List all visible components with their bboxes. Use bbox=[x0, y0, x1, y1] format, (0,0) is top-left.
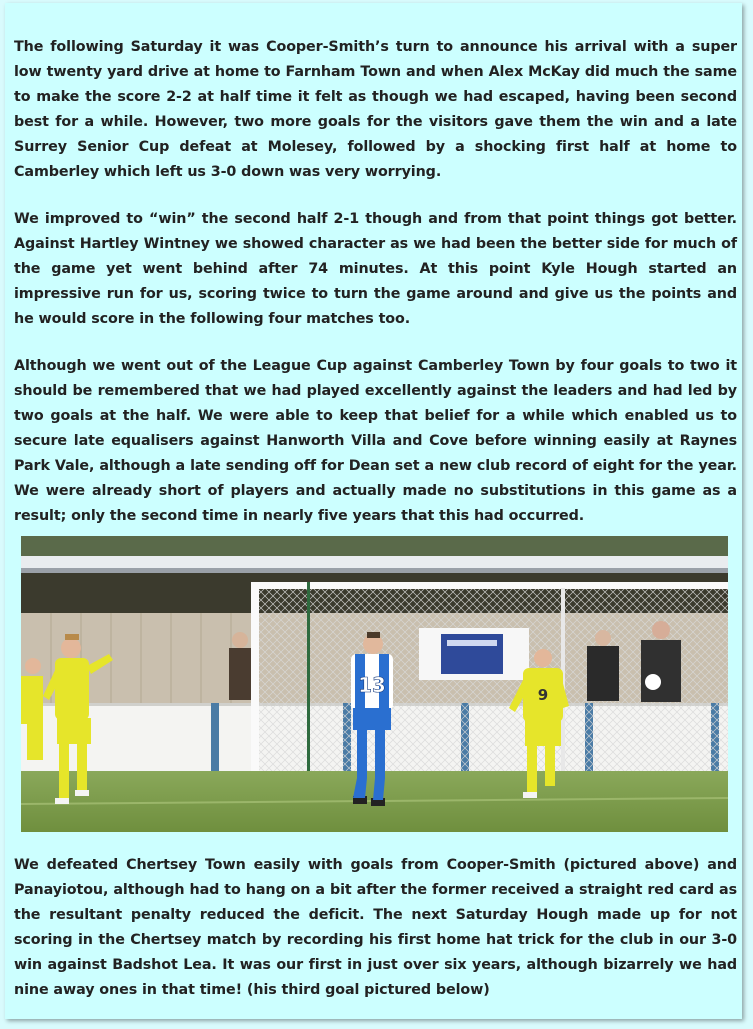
paragraph-4: We defeated Chertsey Town easily with goals from Cooper-Smith (pictured above) and Panayiotou, although had to hang on a bit after the former received a straight red card as the resultant penalty reduced the deficit. The next Saturday Hough made up for not scoring in the Chertsey match by recording his first home hat trick for the club in our 3-0 win against Badshot Lea. It was our first in just over six years, although bizarrely we had nine away ones in that time! (his third goal pictured below) bbox=[14, 857, 737, 998]
goal-post bbox=[251, 582, 259, 772]
paragraph-2: We improved to “win” the second half 2-1 though and from that point things got better. Against Hartley Wintney we showed character as we had been the better side for much of the game yet went behind after 74 minutes. At this point Kyle Hough started an impressive run for us, scoring twice to turn the game around and give us the points and he would score in the following four matches too. bbox=[14, 211, 737, 327]
shirt-number-13: 13 bbox=[358, 673, 386, 697]
stand-roof bbox=[21, 556, 728, 570]
paragraph-1: The following Saturday it was Cooper-Smith’s turn to announce his arrival with a super low twenty yard drive at home to Farnham Town and when Alex McKay did much the same to make the score 2-2 at half time it felt as though we had escaped, having been second best for a while. However, two more goals for the visitors gave them the win and a late Surrey Senior Cup defeat at Molesey, followed by a shocking first half at home to Camberley which left us 3-0 down was very worrying. bbox=[14, 39, 737, 180]
paragraph-3: Although we went out of the League Cup against Camberley Town by four goals to two it should be remembered that we had played excellently against the leaders and had led by two goals at the half. We were able to keep that belief for a while which enabled us to secure late equalisers against Hanworth Villa and Cove before winning easily at Raynes Park Vale, although a late sending off for Dean set a new club record of eight for the year. We were already short of players and actually made no substitutions in this game as a result; only the second time in nearly five years that this had occurred. bbox=[14, 358, 737, 524]
shirt-number-9: 9 bbox=[537, 686, 549, 704]
match-photo bbox=[21, 536, 728, 832]
goal-crossbar bbox=[251, 582, 728, 589]
document-page bbox=[5, 3, 742, 1019]
